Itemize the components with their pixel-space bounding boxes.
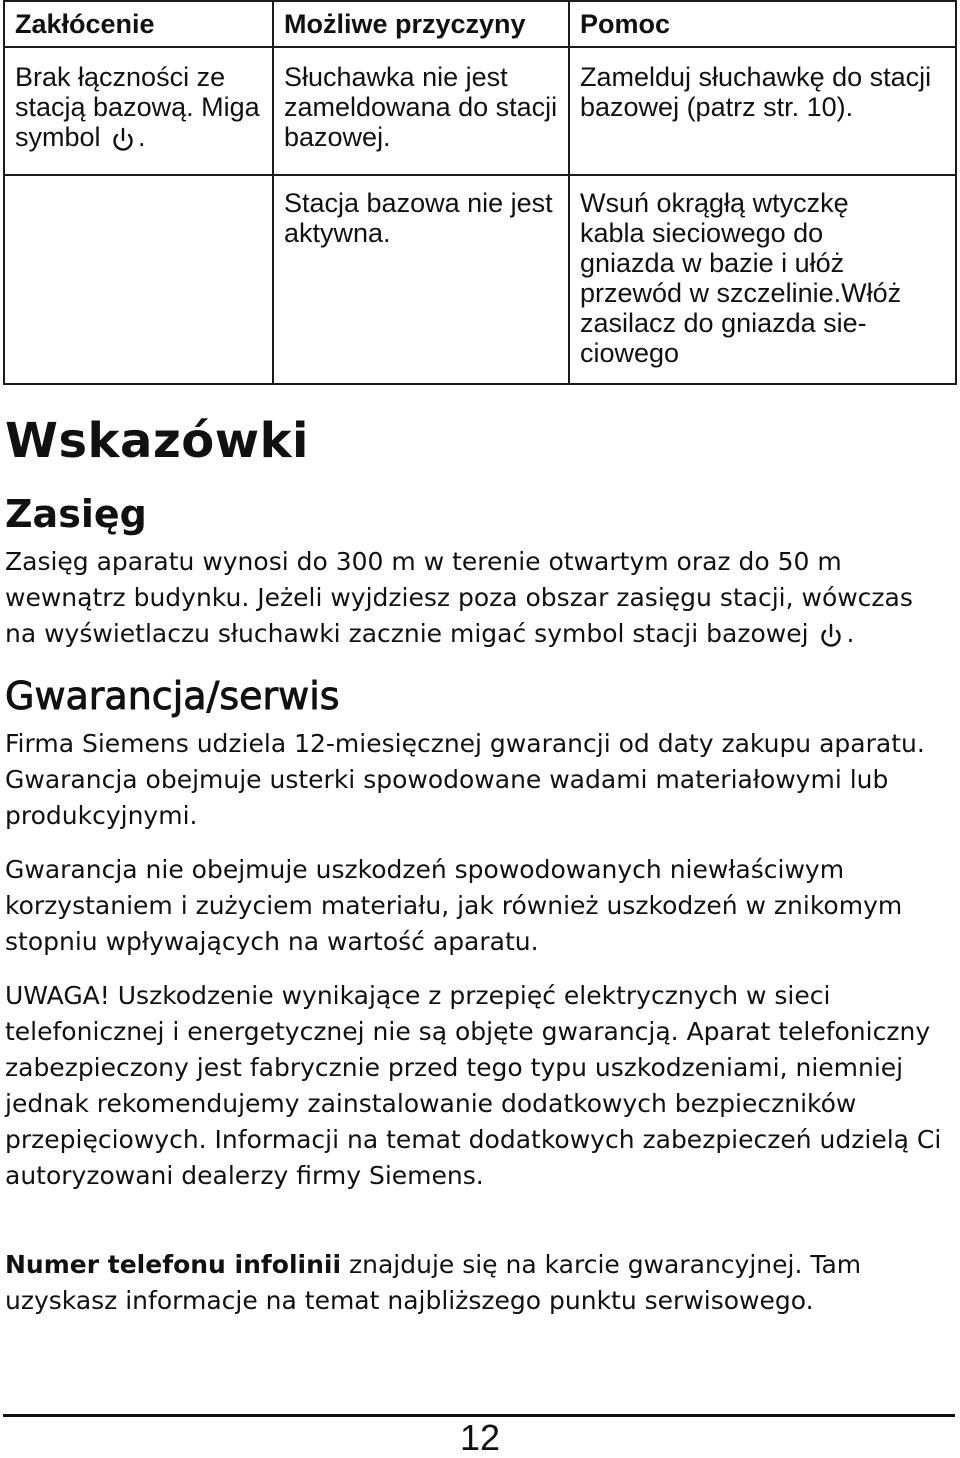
help-line: kabla sieciowego do (580, 218, 824, 248)
problem-cell (4, 47, 273, 175)
problem-text: Brak łączności ze stacją bazową. Miga symbol (15, 62, 260, 152)
warranty-exclusions-paragraph: Gwarancja nie obejmuje uszkodzeń spowodowanych niewłaściwym korzystaniem i zużyciem materiału, jak również uszkodzeń w znikomym stopniu wpływających na wartość aparatu. (5, 855, 903, 956)
warranty-heading: Gwarancja/serwis (5, 674, 340, 718)
help-line: ciowego (580, 338, 680, 368)
base-station-icon (108, 126, 138, 152)
problem-text-end: . (138, 122, 146, 152)
range-paragraph (5, 544, 950, 652)
table-row (4, 47, 956, 175)
help-cell: Zamelduj słuchawkę do stacji bazowej (patrz str. 10). (569, 47, 956, 175)
help-line: gniazda w bazie i ułóż (580, 248, 845, 278)
table-header-row (4, 1, 956, 47)
help-cell (569, 175, 956, 384)
range-text: Zasięg aparatu wynosi do 300 m w terenie otwartym oraz do 50 m wewnątrz budynku. Jeżeli wyjdziesz poza obszar zasięgu stacji, wówczas na wyświetlaczu słuchawki zacznie migać symbol stacji bazowej (5, 547, 913, 648)
help-line: Wsuń okrągłą wtyczkę (580, 188, 849, 218)
hotline-paragraph (5, 1247, 950, 1319)
base-station-icon (816, 622, 846, 648)
empty-problem-cell (4, 175, 273, 384)
section-title: Wskazówki (5, 413, 309, 469)
help-line: przewód w szczelinie.Włóż (580, 278, 902, 308)
hotline-label: Numer telefonu infolinii (5, 1250, 342, 1279)
warranty-paragraph: Firma Siemens udziela 12-miesięcznej gwarancji od daty zakupu aparatu. Gwarancja obejmuje usterki spowodowane wadami materiałowymi lub produkcyjnymi. (5, 729, 925, 830)
cause-cell: Słuchawka nie jest zameldowana do stacji bazowej. (273, 47, 569, 175)
header-problem: Zakłócenie (4, 1, 273, 47)
range-heading: Zasięg (5, 492, 147, 536)
range-text-end: . (846, 619, 855, 648)
warning-paragraph: UWAGA! Uszkodzenie wynikające z przepięć elektrycznych w sieci telefonicznej i energetycznej nie są objęte gwarancją. Aparat telefoniczny zabezpieczony jest fabrycznie przed tego typu uszkodzeniami, niemniej jednak rekomendujemy zainstalowanie dodatkowych bezpieczników przepięciowych. Informacji na temat dodatkowych zabezpieczeń udzielą Ci autoryzowani dealerzy firmy Siemens. (5, 981, 942, 1190)
cause-cell: Stacja bazowa nie jest aktywna. (273, 175, 569, 384)
help-line: zasilacz do gniazda sie- (580, 308, 867, 338)
header-help: Pomoc (569, 1, 956, 47)
hotline-text: znajduje się na karcie gwarancyjnej. Tam uzyskasz informacje na temat najbliższego punktu serwisowego. (5, 1250, 862, 1315)
header-causes: Możliwe przyczyny (273, 1, 569, 47)
page-number: 12 (459, 1417, 501, 1458)
troubleshooting-table (3, 0, 957, 385)
table-row (4, 175, 956, 384)
